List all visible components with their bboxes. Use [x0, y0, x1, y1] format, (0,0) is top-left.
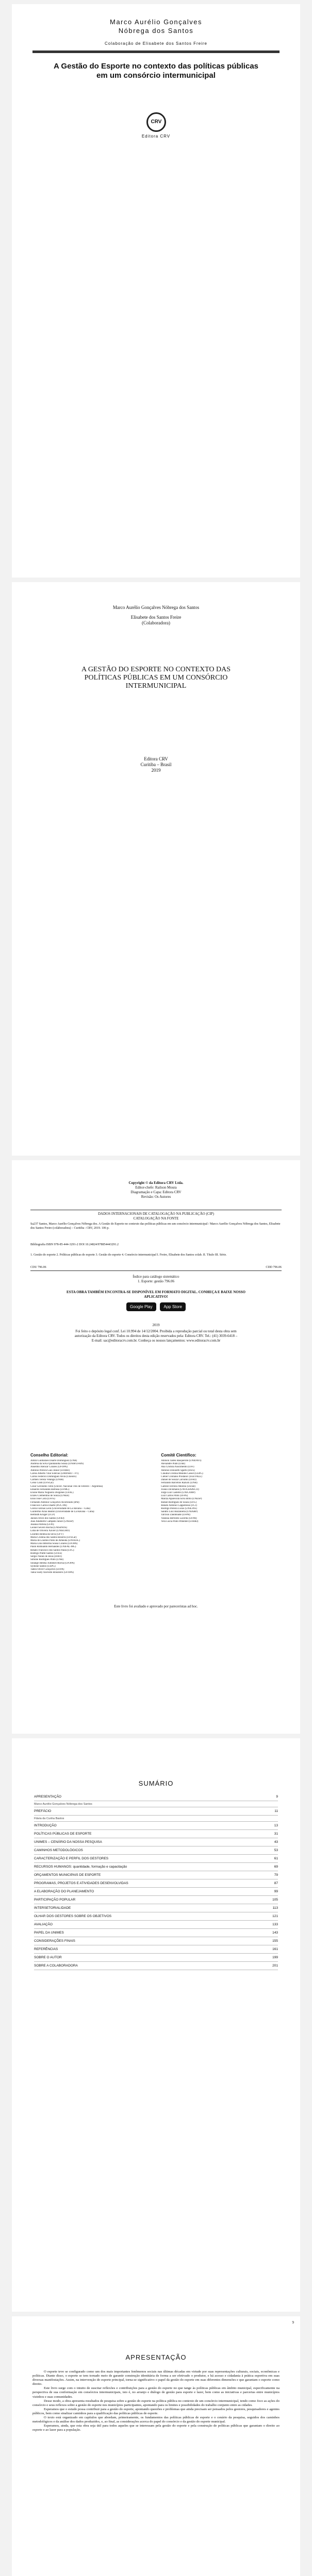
app-store-badges [12, 1302, 300, 1311]
board-member: Luiz Carlos Pinto (UFPE) [161, 1495, 188, 1498]
board-member: Cleber Cristiano Prodanov (FEEVALE) [161, 1476, 202, 1479]
catalog-codes [30, 1265, 282, 1271]
board-member: Cláudia Cristina Mendes Giesel (UEPG) [161, 1472, 203, 1475]
title-page-year: 2019 [151, 768, 161, 773]
board-member: Rodrigo Pereira Lucas (UNILINS) [161, 1507, 197, 1511]
toc-entry-page: 155 [272, 1939, 278, 1943]
toc-entry-page: 69 [274, 1865, 278, 1869]
toc-entry-title: INTRODUÇÃO [34, 1824, 57, 1827]
board-member: Antonio Donizetti Sgarbi (IFES) [161, 1469, 195, 1472]
catalog-title: DADOS INTERNACIONAIS DE CATALOGAÇÃO NA PUBLICAÇÃO (CIP) [98, 1212, 214, 1216]
toc-entry-page: 161 [272, 1947, 278, 1951]
title-page-author: Marco Aurélio Gonçalves Nóbrega dos Santos [112, 605, 200, 610]
toc-entry-title: PROGRAMAS, PROJETOS E ATIVIDADES DESENVOLVIDAS [34, 1882, 128, 1885]
board-member: Carlos Alberto Vilar Estêvão (UMINHO – PT) [30, 1472, 79, 1475]
ebook-notice: ESTA OBRA TAMBÉM ENCONTRA-SE DISPONÍVEL EM FORMATO DIGITAL. CONHEÇA E BAIXE NOSSO APLICATIVO! [67, 1290, 245, 1299]
toc-entry-title: AVALIAÇÃO [34, 1923, 53, 1926]
toc-entry[interactable] [34, 1896, 278, 1904]
toc-entry[interactable] [34, 1838, 278, 1846]
toc-entry-page: 105 [272, 1898, 278, 1902]
board-member: Lourdes Helena da Silva (UFV) [30, 1533, 63, 1536]
board-member: Rafael Rodrigues de Souza (UFG) [161, 1501, 197, 1504]
board-member: Renato Antônio Cappellesso (FCJ) [161, 1504, 197, 1507]
toc-entry[interactable] [34, 1879, 278, 1888]
copyright-lines [12, 1181, 300, 1199]
toc-entry-page: 43 [274, 1840, 278, 1844]
catalog-heading [30, 1210, 282, 1221]
board-member: Helmuth Krüger (UCP) [30, 1514, 55, 1517]
toc-entry-page: 113 [272, 1906, 278, 1910]
board-member: Lídia de Oliveira Xavier (UNIEURO) [30, 1530, 70, 1533]
presentation-paragraph: Desse modo, a obra apresenta resultados de pesquisa sobre a gestão do esporte na política pública no contexto de um consórcio intermunicipal, tendo como foco as ações do consórcio e seus reflexos sobre a gestão do esporte nos municípios participantes, apontando para os limites e possibilidades do trabalho conjunto entre as cidades. [32, 2399, 280, 2407]
toc-entry[interactable] [34, 1863, 278, 1871]
toc-entry[interactable] [34, 1945, 278, 1954]
toc-entry-title: PAPEL DA UNIMES [34, 1931, 64, 1935]
board-member: Daniel de Souza Carvalho (UFRJ) [161, 1479, 196, 1482]
board-member: Vera Lucia Pinto Pimentel (UFRRJ) [161, 1520, 199, 1523]
board-member: Ivanio Dickmann (UNOCHAPECÓ) [161, 1488, 199, 1491]
board-member: Carmen Tereza Velanga (UNIR) [30, 1479, 64, 1482]
toc-entry-page: 13 [274, 1824, 278, 1827]
toc-entry-page: 143 [272, 1931, 278, 1935]
toc-entry-author: Flávia da Cunha Bastos [34, 1816, 278, 1822]
toc-entry-page: 9 [276, 1795, 278, 1799]
board-member: Rodrigo Pratte-Santos (UFES) [30, 1552, 62, 1555]
toc-entry[interactable] [34, 1937, 278, 1945]
toc-entry[interactable] [34, 1954, 278, 1962]
publisher-logo-icon: CRV [146, 112, 166, 132]
cover-author-line-2: Nóbrega dos Santos [118, 27, 194, 35]
board-member: Maria Cristina dos Santos Bezerra (UFSCar) [30, 1536, 77, 1539]
board-member: Carlos Federico Dominguez Avila (Unieuro) [30, 1476, 77, 1479]
presentation-paragraph: O texto está organizado em capítulos que abordam, primeiramente, os fundamentos das políticas públicas de esporte e o cenário da pesquisa, seguidos dos caminhos metodológicos e da análise dos dados produzidos, e, ao final, as considerações acerca do papel do consórcio e da gestão do esporte municipal. [32, 2416, 280, 2424]
board-member: Paulo Romualdo Hernandes (UNIFAL-MG) [30, 1546, 76, 1549]
council-list [30, 1460, 151, 1574]
presentation-paragraph: Este livro surge com o intuito de suscitar reflexões e contribuições para a gestão do esporte no que tange às políticas públicas em âmbito municipal, especificamente na perspectiva de sua conformação em consórcios intermunicipais, isto é, no arranjo e diálogo de gestão para esporte e lazer, bem como as iniciativas e parcerias entre municípios vizinhos e suas comunidades. [32, 2386, 280, 2399]
organizer-role: (Colaboradora) [142, 620, 170, 625]
editorial-council [30, 1453, 151, 1574]
title-page-organizer [12, 615, 300, 626]
toc-entry[interactable] [34, 1912, 278, 1921]
board-member: Vanessa Bertoldo Lacerda (UFPB) [161, 1517, 197, 1520]
toc-entry-page: 87 [274, 1882, 278, 1885]
toc-entry-page: 99 [274, 1890, 278, 1893]
copyright-line: Diagramação e Capa: Editora CRV [130, 1190, 182, 1194]
council-title: Conselho Editorial: [30, 1453, 69, 1458]
board-member: Sydione Santos (UEPG) [30, 1565, 56, 1568]
board-member: Jailson Alves dos Santos (UFRJ) [30, 1517, 64, 1520]
toc-entry-title: CARACTERIZAÇÃO E PERFIL DOS GESTORES [34, 1857, 109, 1860]
scientific-list [161, 1460, 282, 1523]
board-member: Cesar Gerónimo Tello (Univer. Nacional Três de Febrero – Argentina) [30, 1485, 103, 1488]
toc-entry-title: ORÇAMENTOS MUNICIPAIS DE ESPORTE [34, 1873, 101, 1877]
board-member: João Adalberto Campato Junior (UNESP) [30, 1520, 74, 1523]
board-member: Sandro Luiz Bazzanella (UNIARP) [161, 1511, 198, 1514]
presentation-title: APRESENTAÇÃO [125, 2353, 187, 2361]
board-member: Gloria Fariñas León (Universidade de La Havana – Cuba) [30, 1507, 91, 1511]
toc-entry-title: INTERSETORIALIDADE [34, 1906, 71, 1910]
title-page-city: Curitiba – Brasil [140, 762, 172, 767]
copyright-page [12, 1160, 300, 1734]
toc-entry-title: RECURSOS HUMANOS: quantidade, formação e capacitação [34, 1865, 127, 1869]
toc-entry[interactable] [34, 1921, 278, 1929]
toc-entry[interactable] [34, 1871, 278, 1879]
google-play-badge[interactable]: Google Play [126, 1302, 156, 1311]
toc-entry-page: 133 [272, 1923, 278, 1926]
page-number: 9 [292, 2320, 294, 2325]
toc-entry-title: OLHAR DOS GESTORES SOBRE OS OBJETIVOS [34, 1914, 112, 1918]
toc-entry-title: UNIMES – CENÁRIO DA NOSSA PESQUISA [34, 1840, 102, 1844]
cover-authors [12, 18, 300, 35]
cover-author-line-1: Marco Aurélio Gonçalves [109, 18, 202, 26]
board-member: Maria de Lourdes Pinto de Almeida (UNOESC) [30, 1539, 80, 1543]
presentation-paragraph: Esperamos, ainda, que esta obra seja útil para todos aqueles que se interessam pela gestão do esporte e pela construção de políticas públicas que garantam o direito ao esporte e ao lazer para a população. [32, 2424, 280, 2432]
toc-entry-title: REFERÊNCIAS [34, 1947, 58, 1951]
toc-entry-title: A ELABORAÇÃO DO PLANEJAMENTO [34, 1890, 94, 1893]
toc-entry-title: POLÍTICAS PÚBLICAS DE ESPORTE [34, 1832, 92, 1836]
board-member: Élsio José Corá (UFFS) [30, 1498, 55, 1501]
presentation-body [32, 2370, 280, 2432]
catalog-isbn: Bibliografia ISBN 978-85-444-3291-2 DOI 10.24824/978854443291.2 [30, 1243, 119, 1246]
toc-entry[interactable] [34, 1929, 278, 1937]
toc-entry[interactable] [34, 1962, 278, 1970]
board-member: Solange Helena Ximenes-Rocha (UFOPA) [30, 1562, 75, 1565]
toc-entry-title: PREFÁCIO [34, 1809, 52, 1813]
toc-entry[interactable] [34, 1822, 278, 1830]
index-item: 1. Esporte: gestão 796.06 [138, 1279, 174, 1283]
catalog-body: Sa237 Santos, Marco Aurélio Gonçalves Nóbrega dos. A Gestão do Esporte no contexto das políticas públicas em um consórcio intermunicipal / Marco Aurélio Gonçalves Nóbrega dos Santos, Elisabete dos Santos Freire (colaboradora) – Curitiba : CRV, 2019. 106 p. [30, 1223, 281, 1230]
board-member: Tadeu Oliver Gonçalves (UFPA) [30, 1568, 64, 1571]
title-page-publisher: Editora CRV [144, 756, 168, 761]
board-member: Maria Lília Imbiriba Sousa Colares (UFOPA) [30, 1543, 78, 1546]
legal-notice: Foi feito o depósito legal conf. Lei 10.994 de 14/12/2004. Proibida a reprodução parcial ou total desta obra sem autorização da Editora CRV. Todos os direitos desta edição reservados pela: Editora CRV. Tel.: (41) 3039-6418 – E-mail: sac@editoracrv.com.br. Conheça os nossos lançamentos: www.editoracrv.com.br [74, 1329, 238, 1343]
toc-entry[interactable] [34, 1830, 278, 1838]
board-member: Eduardo Fernandes Barbosa (UFMG) [30, 1488, 70, 1491]
board-member: Josania Portela (UFPI) [30, 1523, 54, 1527]
toc-entry[interactable] [34, 1855, 278, 1863]
cover-divider-bar [32, 50, 280, 53]
title-page-title: A GESTÃO DO ESPORTE NO CONTEXTO DAS POLÍTICAS PÚBLICAS EM UM CONSÓRCIO INTERMUNICIPAL [81, 666, 231, 690]
cdd-code: CDD 796.06 [266, 1266, 282, 1269]
board-member: Fernando Antônio Gonçalves Alcoforado (IPB) [30, 1501, 79, 1504]
board-member: Fernando Barcellos Razuck (UNB) [161, 1482, 198, 1485]
board-member: Jorge Luiz Castello (UNICAMP) [161, 1492, 195, 1495]
cover-collaboration: Colaboração de Elisabete dos Santos Freire [105, 41, 207, 46]
board-member: Tarcísio Zandonade (UFPR) [161, 1514, 190, 1517]
board-member: Renato Francisco dos Santos Paula (UFG) [30, 1549, 74, 1552]
toc-entry[interactable] [34, 1793, 278, 1801]
toc-entry-page: 199 [272, 1956, 278, 1959]
toc-entry-title: APRESENTAÇÃO [34, 1795, 61, 1799]
edition-year: 2019 [152, 1323, 160, 1327]
catalog-subjects: 1. Gestão do esporte 2. Políticas públicas do esporte 3. Gestão do esporte 4. Consórcio intermunicipal I. Freire, Elisabete dos Santos colab. II. Título III. Série. [30, 1253, 227, 1257]
toc-list [34, 1793, 278, 1970]
copyright-line: Revisão: Os Autores [141, 1195, 171, 1199]
cover-publisher: Editora CRV [141, 134, 171, 139]
toc-entry[interactable] [34, 1904, 278, 1912]
organizer-name: Elisabete dos Santos Freire [130, 615, 182, 620]
board-member: Tania Suely Azevedo Brasileiro (UFOPA) [30, 1571, 74, 1574]
toc-entry-title: SOBRE O AUTOR [34, 1956, 62, 1959]
toc-entry-title: CONSIDERAÇÕES FINAIS [34, 1939, 75, 1943]
board-member: Ana Cristina Nascimento (UFF) [161, 1466, 194, 1469]
board-member: Leonel Severo Rocha (UNISINOS) [30, 1527, 67, 1530]
toc-entry-title: CAMINHOS METODOLÓGICOS [34, 1849, 83, 1852]
board-member: Simone Rodrigues Pinto (UNB) [30, 1558, 64, 1562]
scientific-title: Comitê Científico: [161, 1453, 196, 1458]
toc-entry-page: 79 [274, 1873, 278, 1877]
scientific-committee [161, 1453, 282, 1523]
presentation-paragraph: Esperamos que o estudo possa contribuir para a gestão do esporte, apontando questões e problemas que ainda precisam ser pensados pelos gestores, pesquisadores e agentes públicos, bem como sinalizar caminhos para a qualificação das políticas públicas de esporte. [32, 2407, 280, 2415]
board-member: Francisco Carlos Duarte (PUC-PR) [30, 1504, 67, 1507]
toc-page [12, 1738, 300, 2312]
presentation-page [12, 2316, 300, 2576]
toc-title: SUMÁRIO [138, 1780, 174, 1787]
board-member: Alexandre Pilati (UnB) [161, 1463, 185, 1466]
catalog-index [12, 1275, 300, 1284]
board-member: Elizeu Clementino de Souza (UNEB) [30, 1495, 69, 1498]
toc-entry[interactable] [34, 1846, 278, 1855]
toc-entry-page: 53 [274, 1849, 278, 1852]
title-page-publisher-block [12, 756, 300, 773]
board-member: Aldira Guimarães Duarte Domínguez (UNB) [30, 1460, 77, 1462]
cover-page [12, 4, 300, 578]
toc-entry-page: 11 [274, 1809, 278, 1813]
toc-entry-author: Marco Aurélio Gonçalves Nóbrega dos Santos [34, 1801, 278, 1807]
copyright-line: Editor-chefe: Railson Moura [135, 1185, 177, 1190]
toc-entry-page: 201 [272, 1964, 278, 1968]
cover-title: A Gestão do Esporte no contexto das políticas públicas em um consórcio intermunicipal [53, 62, 259, 80]
copyright-line: Copyright © da Editora CRV Ltda. [128, 1181, 184, 1185]
board-member: Anselmo Alencar Colares (UFOPA) [30, 1466, 68, 1469]
cdu-code: CDU 796.06 [30, 1266, 46, 1269]
toc-entry-page: 121 [272, 1914, 278, 1918]
board-member: Sérgio Nunes de Jesus (IFRO) [30, 1555, 62, 1558]
toc-entry[interactable] [34, 1807, 278, 1816]
index-label: Índice para catálogo sistemático [133, 1275, 179, 1279]
toc-entry-title: PARTICIPAÇÃO POPULAR [34, 1898, 76, 1902]
catalog-subtitle: CATALOGAÇÃO NA FONTE [133, 1216, 179, 1221]
toc-entry[interactable] [34, 1888, 278, 1896]
toc-entry-page: 61 [274, 1857, 278, 1860]
board-member: Andréia da Silva Quintanilha Sousa (UNIR/UFRN) [30, 1463, 84, 1466]
board-member: Antônio Pereira Gaio Júnior (UFRRJ) [30, 1469, 70, 1472]
presentation-paragraph: O esporte teve se configurado como um dos mais importantes fenômenos sociais nas últimas décadas em virtude por suas representações culturais, sociais, econômicas e políticas. Diante disso, o esporte se tem tornado meio de garantir construção identitária de forma a ser efetivado o produtor, e há acesso e cidadania à prática esportiva em suas diversas manifestações. Assim, na intervenção do esporte principal, torna-se significativo o papel da gestão do esporte em suas diferentes dimensões e que garantam o esporte como direito. [32, 2370, 280, 2386]
toc-entry-title: SOBRE A COLABORADORA [34, 1964, 78, 1968]
board-member: Adilson Tadeu Basquerote (UNIDAVI) [161, 1460, 202, 1462]
peer-review-note: Este livro foi avaliado e aprovado por pareceristas ad hoc. [114, 1604, 198, 1608]
title-page [12, 582, 300, 1156]
app-store-badge[interactable]: App Store [160, 1302, 186, 1311]
board-member: Gabriel Ferreira Moreno (UESB) [161, 1485, 195, 1488]
toc-entry-page: 31 [274, 1832, 278, 1836]
board-member: Guillermo Arias Beatón (Universidade de La Havana – Cuba) [30, 1511, 94, 1514]
board-member: Mariza Aparecida Silva Brito (UNESP) [161, 1498, 202, 1501]
board-member: Elione Maria Nogueira Diogenes (UFAL) [30, 1492, 74, 1495]
board-member: Celso Conti (UFSCar) [30, 1482, 54, 1485]
